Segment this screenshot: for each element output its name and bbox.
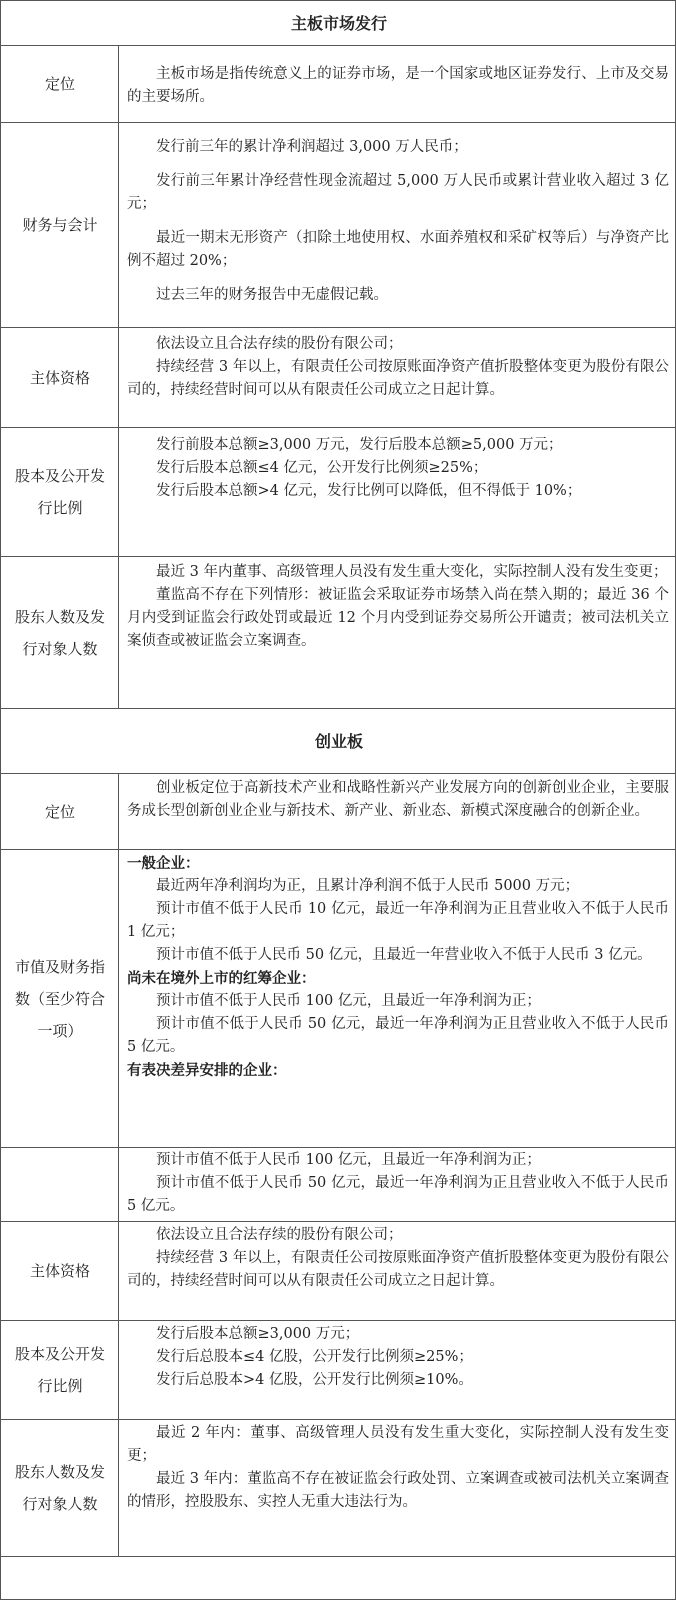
row-label-positioning: 定位 <box>44 75 75 93</box>
chinext-label-entity: 主体资格 <box>29 1262 90 1280</box>
row-label-shareholders: 股东人数及发行对象人数 <box>14 607 105 658</box>
divider <box>1 708 676 709</box>
row-content-entity: 依法设立且合法存续的股份有限公司； 持续经营 3 年以上，有限责任公司按原账面净资产值折股整体变更为股份有限公司的，持续经营时间可以从有限责任公司成立之日起计算。 <box>127 336 669 398</box>
chinext-content-financial: 一般企业： 最近两年净利润均为正，且累计净利润不低于人民币 5000 万元； 预计市值不低于人民币 10 亿元，最近一年净利润为正且营业收入不低于人民币 1 亿元； 预计市值不低于人民币 50 亿元，且最近一年营业收入不低于人民币 3 亿元。 尚未在境外上市的红筹企业： 预计市值不低于人民币 100 亿元，且最近一年净利润为正； 预计市值不低于人民币 50 亿元，最近一年净利润为正且营业收入不低于人民币 5 亿元。 有表决差异安排的企业： <box>127 855 669 1079</box>
row-content-positioning: 主板市场是指传统意义上的证券市场，是一个国家或地区证券发行、上市及交易的主要场所。 <box>127 66 669 105</box>
chinext-content-entity: 依法设立且合法存续的股份有限公司； 持续经营 3 年以上，有限责任公司按原账面净资产值折股整体变更为股份有限公司的，持续经营时间可以从有限责任公司成立之日起计算。 <box>127 1227 669 1289</box>
chinext-label-share-capital: 股本及公开发行比例 <box>14 1345 105 1395</box>
divider <box>1 1147 676 1148</box>
divider <box>1 1556 676 1557</box>
chinext-label-positioning: 定位 <box>44 802 75 821</box>
row-content-finance: 发行前三年的累计净利润超过 3,000 万人民币； 发行前三年累计净经营性现金流超过 5,000 万人民币或累计营业收入超过 3 亿元； 最近一期末无形资产（扣除土地使用权、水面养殖权和采矿权等后）与净资产比例不超过 20%； 过去三年的财务报告中无虚假记载。 <box>127 139 669 303</box>
chinext-content-positioning: 创业板定位于高新技术产业和战略性新兴产业发展方向的创新创业企业，主要服务成长型创新创业企业与新技术、新产业、新业态、新模式深度融合的创新企业。 <box>127 780 669 819</box>
row-label-finance: 财务与会计 <box>22 216 98 234</box>
column-divider <box>118 45 119 708</box>
chinext-label-financial: 市值及财务指数（至少符合一项） <box>14 957 105 1040</box>
chinext-title: 创业板 <box>314 732 363 751</box>
column-divider <box>118 773 119 1556</box>
chinext-content-shareholders: 最近 2 年内：董事、高级管理人员没有发生重大变化，实际控制人没有发生变更； 最近 3 年内：董监高不存在被证监会行政处罚、立案调查或被司法机关立案调查的情形，控股股东、实控人无重大违法行为。 <box>127 1425 669 1510</box>
row-content-shareholders: 最近 3 年内董事、高级管理人员没有发生重大变化，实际控制人没有发生变更； 董监高不存在下列情形：被证监会采取证券市场禁入尚在禁入期的；最近 36 个月内受到证监会行政处罚或最近 12 个月内受到证券交易所公开谴责；被司法机关立案侦查或被证监会立案调查。 <box>127 564 669 649</box>
main-board-title: 主板市场发行 <box>290 14 387 33</box>
chinext-content-voting: 预计市值不低于人民币 100 亿元，且最近一年净利润为正； 预计市值不低于人民币 50 亿元，最近一年净利润为正且营业收入不低于人民币 5 亿元。 <box>127 1152 669 1214</box>
chinext-content-share-capital: 发行后股本总额≥3,000 万元； 发行后总股本≤4 亿股，公开发行比例须≥25%； 发行后总股本>4 亿股，公开发行比例须≥10%。 <box>156 1326 473 1388</box>
chinext-label-shareholders: 股东人数及发行对象人数 <box>14 1463 105 1513</box>
row-content-share-capital: 发行前股本总额≥3,000 万元，发行后股本总额≥5,000 万元； 发行后股本总额≤4 亿元，公开发行比例须≥25%； 发行后股本总额>4 亿元，发行比例可以降低，但不得低于 10%； <box>156 437 582 499</box>
row-label-share-capital: 股本及公开发行比例 <box>14 467 105 517</box>
row-label-entity: 主体资格 <box>29 368 90 387</box>
